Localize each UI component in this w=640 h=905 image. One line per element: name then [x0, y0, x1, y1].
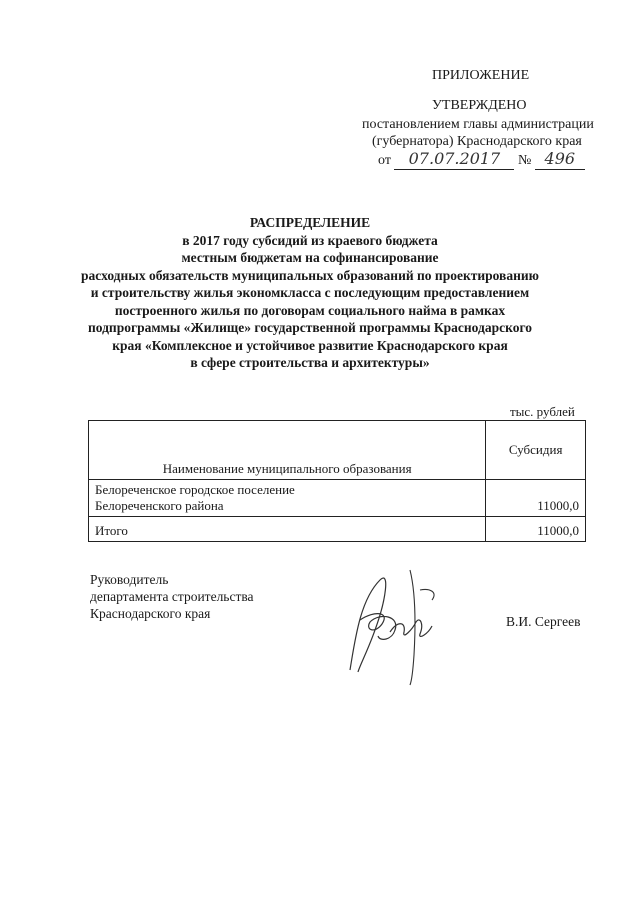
title-line: расходных обязательств муниципальных образований по проектированию: [81, 267, 539, 283]
table-row: [89, 480, 586, 517]
handwritten-number: 496: [544, 149, 576, 168]
signer-name: В.И. Сергеев: [506, 614, 581, 629]
signature-mark: [320, 560, 460, 690]
table-total-row: [89, 517, 586, 542]
unit-label: тыс. рублей: [510, 404, 575, 419]
title-line: местным бюджетам на софинансирование: [181, 250, 439, 265]
title-line: и строительству жилья экономкласса с последующим предоставлением: [90, 285, 530, 300]
header-name-cell: Наименование муниципального образования: [89, 421, 486, 480]
row-sum-cell: 11000,0: [486, 480, 586, 517]
approved-label: УТВЕРЖДЕНО: [432, 98, 527, 113]
row-name-cell: [89, 480, 486, 517]
title-line: в сфере строительства и архитектуры»: [190, 355, 430, 370]
date-field: [394, 150, 514, 170]
table-header-row: [89, 421, 586, 480]
number-field: [535, 150, 585, 170]
handwritten-date: 07.07.2017: [408, 149, 501, 168]
signer-position-line-1: Руководитель: [90, 572, 169, 587]
title-line: построенного жилья по договорам социального найма в рамках: [114, 302, 506, 318]
from-label: от: [378, 153, 391, 168]
title-line: в 2017 году субсидий из краевого бюджета: [182, 232, 438, 248]
title-line: подпрограммы «Жилище» государственной программы Краснодарского: [87, 320, 533, 335]
document-title: [70, 214, 550, 372]
row-name-line-2: Белореченского района: [95, 498, 224, 513]
number-label: №: [517, 153, 532, 168]
subsidy-table: [88, 420, 586, 542]
signer-position-line-2: департамента строительства: [90, 589, 254, 604]
approval-line-2: (губернатора) Краснодарского края: [372, 134, 582, 149]
appendix-label: ПРИЛОЖЕНИЕ: [432, 68, 530, 83]
signer-position-line-3: Краснодарского края: [90, 606, 211, 621]
title-heading: РАСПРЕДЕЛЕНИЕ: [249, 215, 371, 230]
row-name-line-1: Белореченское городское поселение: [95, 482, 295, 497]
approval-line-1: постановлением главы администрации: [362, 117, 594, 132]
total-sum-cell: 11000,0: [486, 517, 586, 542]
title-line: края «Комплексное и устойчивое развитие Краснодарского края: [112, 337, 508, 353]
approval-date-row: [378, 150, 585, 170]
total-name-cell: Итого: [89, 517, 486, 542]
header-sum-cell: Субсидия: [486, 421, 586, 480]
